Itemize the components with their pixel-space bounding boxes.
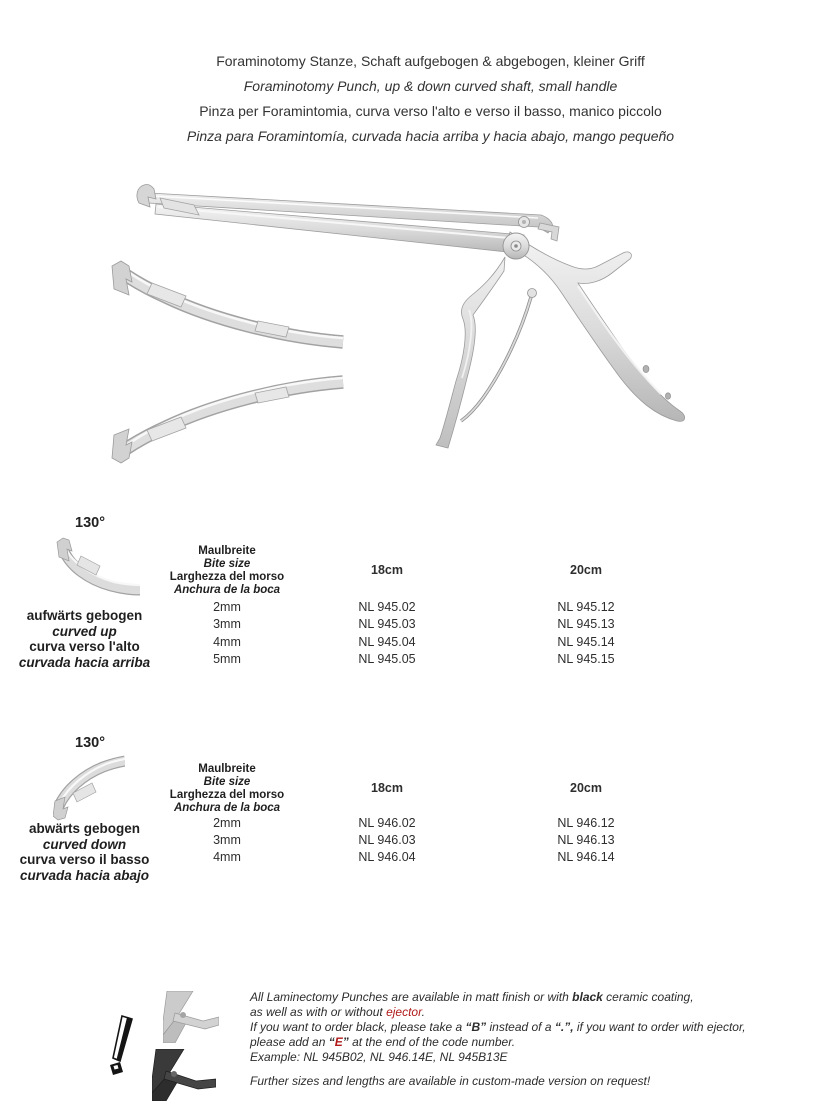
note-quote: “ (328, 1035, 335, 1050)
direction-label-de: aufwärts gebogen (26, 608, 143, 623)
note-quote: ” (342, 1035, 349, 1050)
note-line-order-black (250, 1020, 815, 1035)
code-20cm: NL 946.13 (557, 833, 615, 848)
note-line-coating (250, 990, 815, 1005)
bite-size-value: 5mm (213, 652, 241, 667)
handle-matt-photo (163, 991, 219, 1043)
code-20cm: NL 946.12 (557, 816, 615, 830)
tip-curved-up-photo (56, 534, 140, 600)
detail-shaft-curved-up (112, 261, 343, 342)
column-header-20cm: 20cm (570, 563, 602, 577)
title-german: Foraminotomy Stanze, Schaft aufgebogen & abgebogen, kleiner Griff (216, 53, 645, 69)
note-text: if you want to order with ejector, (573, 1020, 746, 1035)
direction-label-en: curved up (52, 623, 117, 639)
bite-header-it: Larghezza del morso (169, 789, 285, 801)
direction-label-it: curva verso l'alto (29, 639, 140, 654)
note-b-code: “B” (465, 1020, 487, 1035)
bite-header-en: Bite size (203, 558, 251, 570)
table-row (0, 617, 700, 634)
direction-label-it: curva verso il basso (19, 852, 150, 867)
bite-size-value: 3mm (213, 617, 241, 632)
title-spanish: Pinza para Foramintomía, curvada hacia arriba y hacia abajo, mango pequeño (186, 128, 675, 144)
code-20cm: NL 945.14 (557, 634, 615, 649)
note-black-emphasis: black (572, 990, 603, 1004)
code-20cm: NL 945.15 (557, 652, 615, 667)
bite-size-header (147, 545, 307, 597)
table-row (0, 816, 700, 833)
column-header-20cm: 20cm (570, 781, 602, 795)
angle-label-curved-down: 130° (75, 735, 105, 751)
note-text: If you want to order black, please take a (250, 1020, 466, 1035)
code-20cm: NL 945.12 (557, 600, 615, 614)
codes-table-curved-down (0, 816, 700, 868)
direction-label-en: curved down (42, 836, 127, 852)
code-18cm: NL 945.04 (358, 634, 416, 649)
code-18cm: NL 945.02 (358, 600, 416, 614)
table-row (0, 850, 700, 867)
bite-header-es: Anchura de la boca (173, 802, 281, 814)
code-18cm: NL 945.05 (358, 652, 416, 667)
table-row (0, 600, 700, 617)
note-text: at the end of the code number. (348, 1035, 516, 1050)
bite-size-header (147, 763, 307, 815)
bite-size-value: 4mm (213, 634, 241, 649)
title-english: Foraminotomy Punch, up & down curved shaft, small handle (243, 78, 618, 94)
note-line-example: Example: NL 945B02, NL 946.14E, NL 945B13E (250, 1050, 508, 1065)
bite-header-it: Larghezza del morso (169, 571, 285, 583)
tip-curved-down-photo (53, 742, 125, 824)
code-20cm: NL 946.14 (557, 850, 615, 865)
direction-label-es: curvada hacia arriba (18, 654, 151, 670)
bite-size-value: 3mm (213, 833, 241, 848)
note-dot-code: “.”, (554, 1020, 574, 1035)
column-header-18cm: 18cm (371, 563, 403, 577)
page-title (35, 49, 826, 149)
direction-label-es: curvada hacia abajo (19, 867, 150, 883)
note-e-code-red: E (334, 1035, 343, 1050)
code-18cm: NL 946.02 (358, 816, 416, 830)
angle-label-curved-up: 130° (75, 515, 105, 531)
ordering-note (250, 990, 815, 1090)
table-row (0, 833, 700, 850)
note-line-ejector (250, 1005, 815, 1020)
note-text: as well as with or without (250, 1005, 387, 1020)
note-line-add-e (250, 1035, 815, 1050)
detail-shaft-curved-down (112, 378, 343, 463)
code-18cm: NL 945.03 (358, 617, 416, 632)
note-text: instead of a (486, 1020, 555, 1035)
note-text: please add an (250, 1035, 329, 1050)
title-italian: Pinza per Foramintomia, curva verso l'alto e verso il basso, manico piccolo (199, 103, 662, 119)
table-row (0, 635, 700, 652)
note-text: . (421, 1005, 425, 1020)
note-text: All Laminectomy Punches are available in matt finish or with (250, 990, 573, 1004)
note-ejector-red: ejector (386, 1005, 422, 1020)
bite-size-value: 2mm (213, 600, 241, 614)
code-20cm: NL 945.13 (557, 617, 615, 632)
code-18cm: NL 946.03 (358, 833, 416, 848)
note-line-custom-made: Further sizes and lengths are available in custom-made version on request! (250, 1074, 651, 1089)
bite-header-de: Maulbreite (198, 763, 256, 775)
handle-black-photo (152, 1049, 216, 1101)
bite-header-en: Bite size (203, 776, 251, 788)
table-row (0, 652, 700, 669)
bite-size-value: 2mm (213, 816, 241, 830)
direction-label-de: abwärts gebogen (28, 821, 141, 836)
bite-header-de: Maulbreite (198, 545, 256, 557)
warning-exclamation-icon (106, 1014, 142, 1078)
note-text: ceramic coating, (602, 990, 694, 1004)
bite-header-es: Anchura de la boca (173, 584, 281, 596)
code-18cm: NL 946.04 (358, 850, 416, 865)
column-header-18cm: 18cm (371, 781, 403, 795)
bite-size-value: 4mm (213, 850, 241, 865)
instrument-photo (100, 170, 720, 470)
codes-table-curved-up (0, 600, 700, 670)
